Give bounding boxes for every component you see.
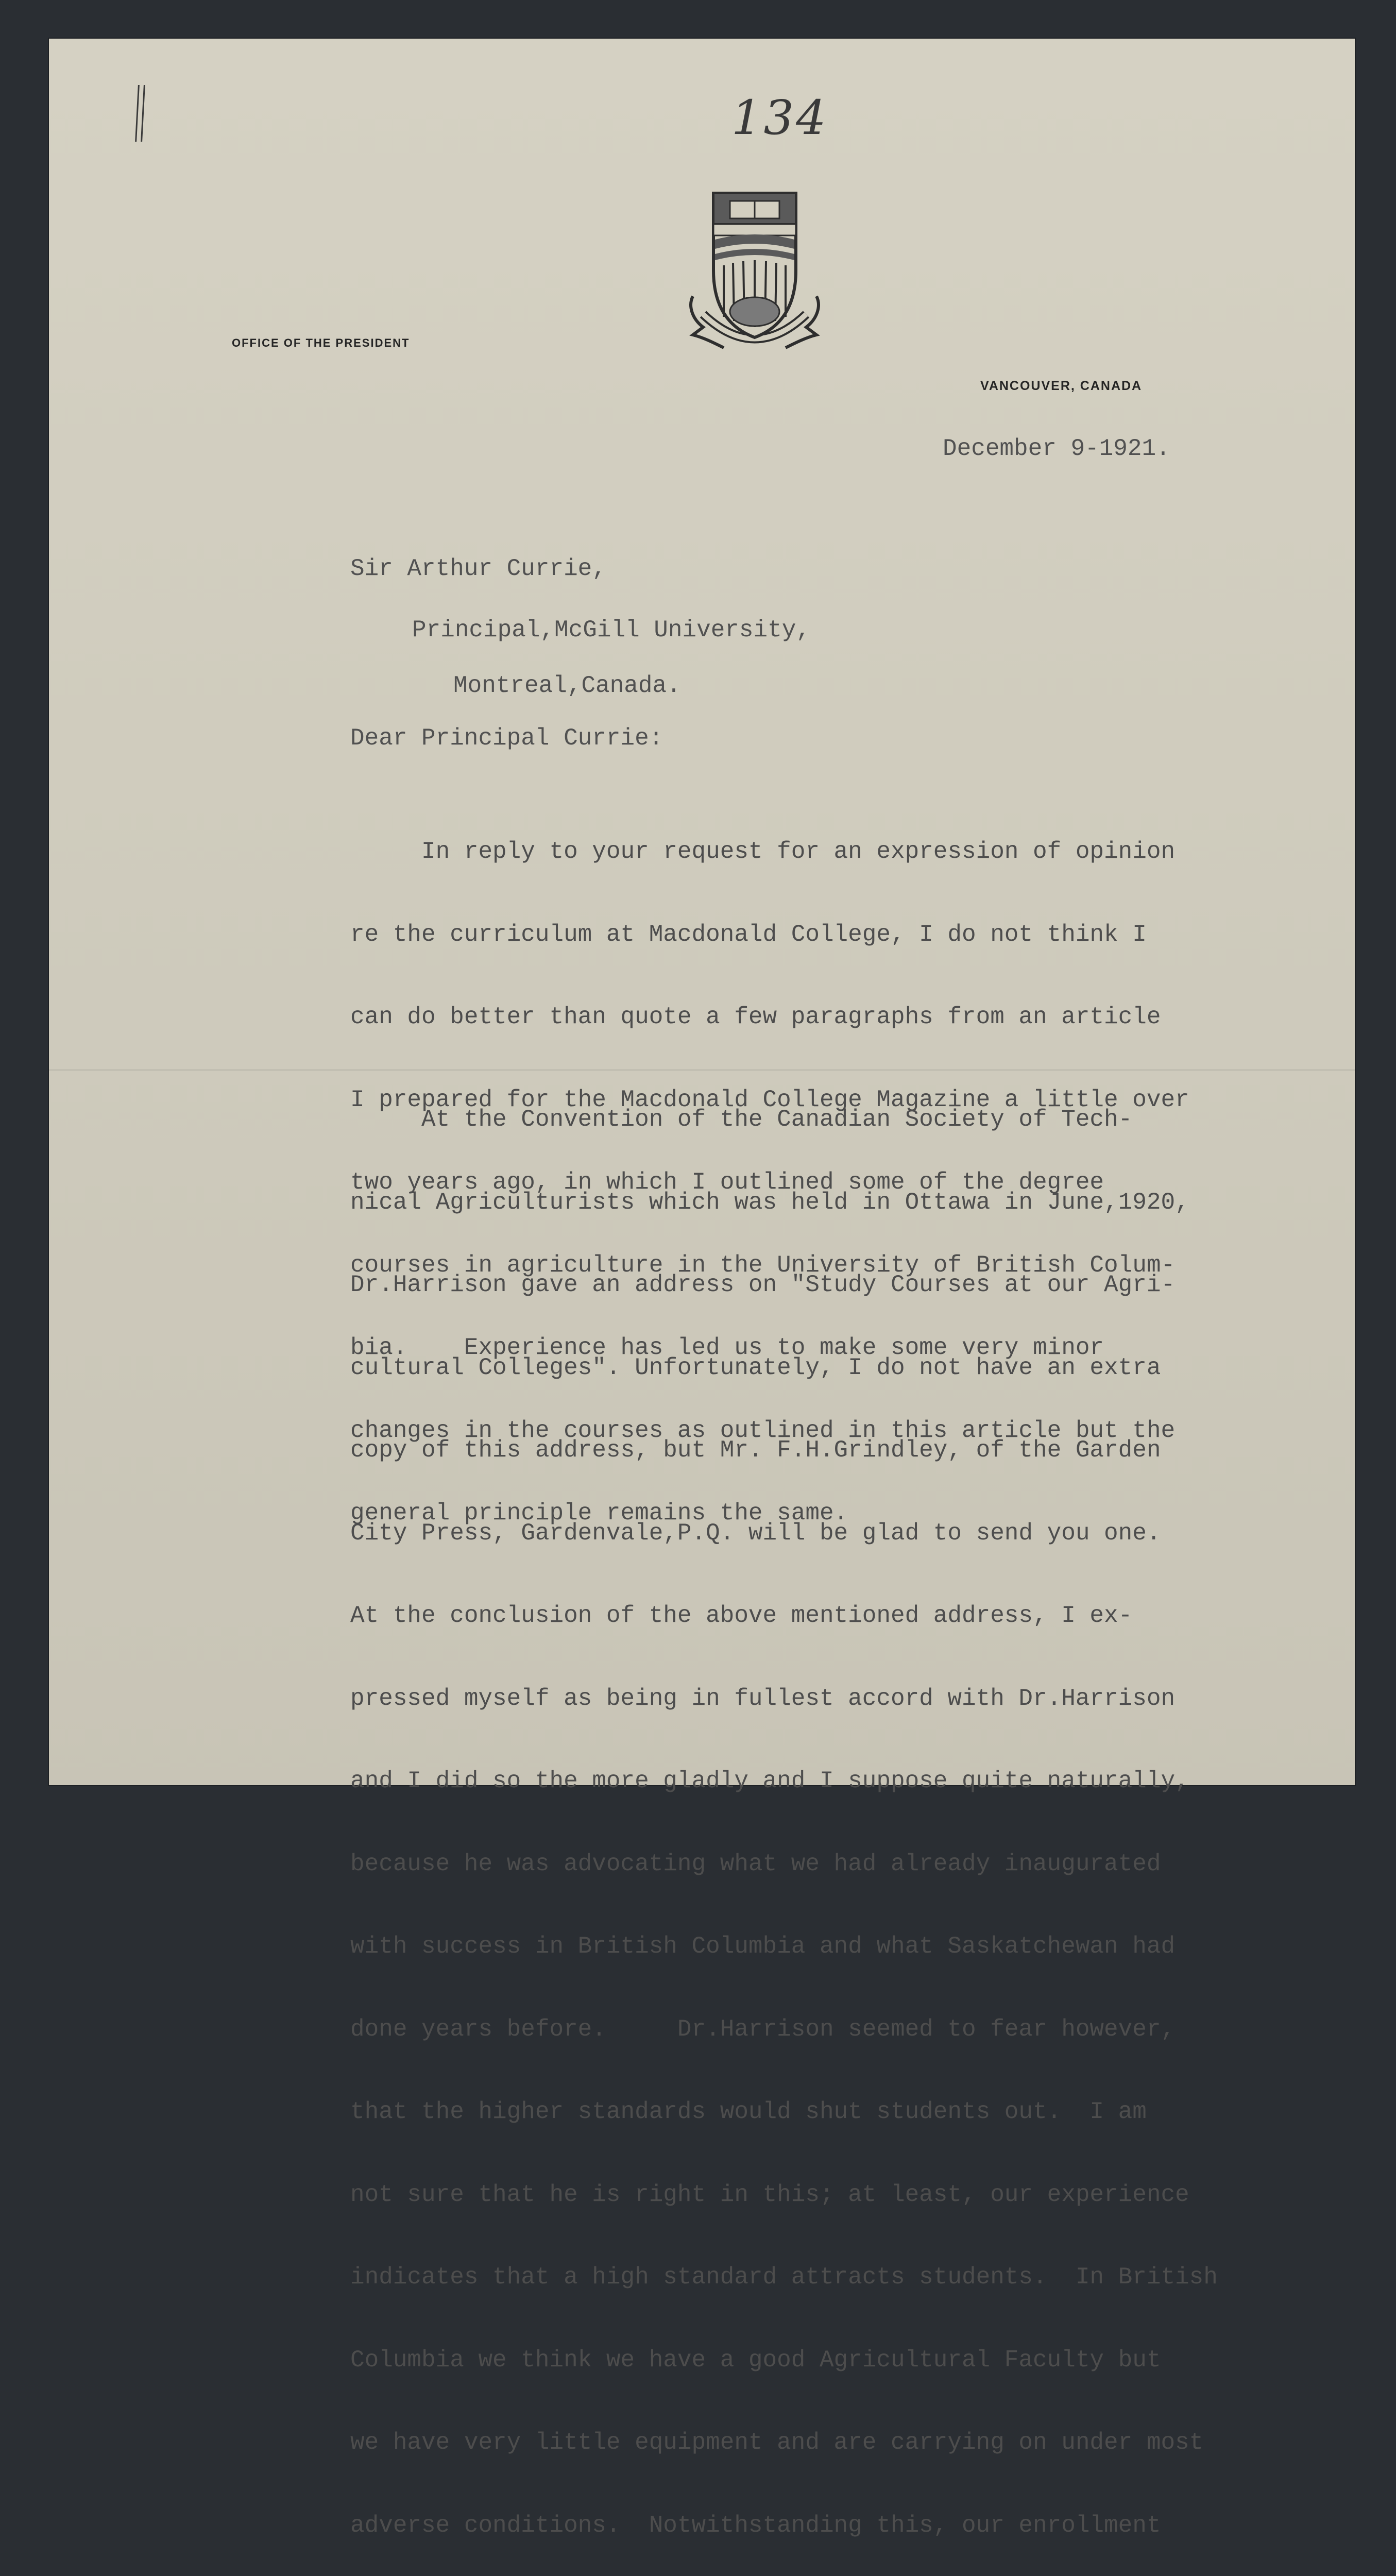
recipient-city: Montreal,Canada. (453, 672, 681, 699)
recipient-name: Sir Arthur Currie, (350, 555, 606, 582)
paragraph-line: that the higher standards would shut students out. I am (350, 2098, 1147, 2125)
paragraph-line: with success in British Columbia and what Saskatchewan had (350, 1933, 1176, 1960)
folio-number: 134 (731, 90, 828, 145)
letterhead-office: OFFICE OF THE PRESIDENT (232, 336, 410, 349)
paragraph-line: copy of this address, but Mr. F.H.Grindley, of the Garden (350, 1437, 1161, 1464)
paragraph-line: we have very little equipment and are carrying on under most (350, 2429, 1204, 2456)
paragraph-line: I prepared for the Macdonald College Magazine a little over (350, 1086, 1189, 1113)
paragraph-line: nical Agriculturists which was held in Ottawa in June,1920, (350, 1189, 1189, 1216)
paragraph-line: done years before. Dr.Harrison seemed to fear however, (350, 2015, 1176, 2043)
paragraph-line: At the conclusion of the above mentioned address, I ex- (350, 1602, 1133, 1629)
paragraph-line: re the curriculum at Macdonald College, I do not think I (350, 921, 1147, 948)
paragraph-line: At the Convention of the Canadian Society of Tech- (350, 1106, 1133, 1133)
paragraph-line: can do better than quote a few paragraphs from an article (350, 1004, 1161, 1030)
university-crest-icon (672, 188, 837, 358)
letterhead-location: VANCOUVER, CANADA (980, 379, 1143, 393)
margin-mark (135, 85, 145, 142)
recipient-title: Principal,McGill University, (412, 617, 810, 643)
salutation: Dear Principal Currie: (350, 725, 663, 752)
paragraph-line: two years ago, in which I outlined some of the degree (350, 1169, 1104, 1196)
paragraph-line: and I did so the more gladly and I suppose quite naturally, (350, 1768, 1189, 1794)
paragraph-line: Columbia we think we have a good Agricultural Faculty but (350, 2346, 1161, 2374)
paragraph-line: adverse conditions. Notwithstanding this, our enrollment (350, 2512, 1161, 2539)
paragraph-line: general principle remains the same. (350, 1500, 848, 1527)
paragraph-line: because he was advocating what we had already inaugurated (350, 1850, 1161, 1877)
paragraph-line: Dr.Harrison gave an address on "Study Courses at our Agri- (350, 1272, 1176, 1298)
paragraph-line: City Press, Gardenvale,P.Q. will be glad to send you one. (350, 1519, 1161, 1547)
paragraph-line: changes in the courses as outlined in this article but the (350, 1417, 1176, 1444)
paragraph-line: indicates that a high standard attracts students. In British (350, 2264, 1218, 2291)
paragraph-line: bia. Experience has led us to make some very minor (350, 1334, 1104, 1361)
paragraph-line: not sure that he is right in this; at least, our experience (350, 2181, 1189, 2208)
letter-page (49, 39, 1355, 2539)
letter-date: December 9-1921. (943, 435, 1170, 462)
letter-paragraph-2 (350, 1051, 1218, 2576)
paragraph-line: courses in agriculture in the University of British Colum- (350, 1251, 1176, 1279)
paragraph-line: In reply to your request for an expression of opinion (350, 838, 1176, 865)
paragraph-line: cultural Colleges". Unfortunately, I do not have an extra (350, 1354, 1161, 1381)
paragraph-line: pressed myself as being in fullest accord with Dr.Harrison (350, 1685, 1176, 1712)
